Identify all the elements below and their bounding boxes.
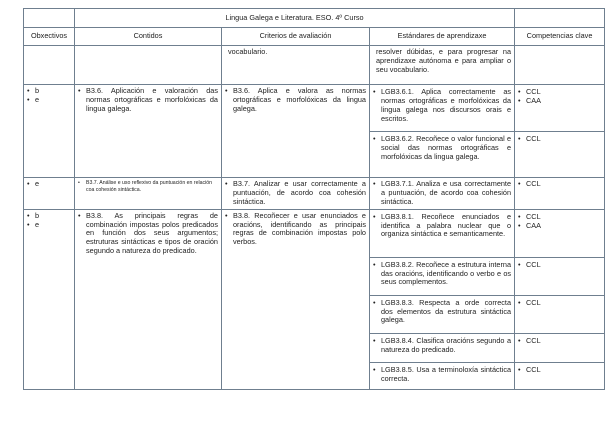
contents-cell: [75, 85, 222, 178]
criteria-cell: [222, 209, 370, 389]
curriculum-table: [23, 8, 605, 390]
header-objectives: Obxectivos: [24, 28, 75, 46]
competence-item: • CCL: [518, 261, 601, 270]
contents-cell: [75, 178, 222, 210]
table-title-spacer: [24, 9, 75, 28]
standard-block: [370, 210, 514, 257]
criteria-cell: [222, 85, 370, 178]
header-criteria: Criterios de avaliación: [222, 28, 370, 46]
competence-item: • CCL: [518, 135, 601, 144]
table-row: [24, 85, 605, 178]
content-item: • B3.7. Análise e uso reflexivo da puntuación en relación coa cohesión sintáctica.: [78, 180, 218, 195]
competence-item: • CCL: [518, 180, 601, 189]
standard-block: [370, 257, 514, 295]
objectives-cell: [24, 46, 75, 85]
table-title-spacer: [515, 9, 605, 28]
objective-item: • e: [27, 221, 71, 230]
table-row: [24, 209, 605, 389]
competence-block: [515, 295, 604, 333]
standard-item: • LGB3.8.3. Respecta a orde correcta dos elementos da estrutura sintáctica galega.: [373, 299, 511, 326]
standard-block: [370, 333, 514, 362]
objectives-cell: [24, 209, 75, 389]
standards-cell: [370, 209, 515, 389]
table-title: Lingua Galega e Literatura. ESO. 4º Curso: [75, 9, 515, 28]
competences-cell: [515, 85, 605, 178]
criteria-item: • B3.7. Analizar e usar correctamente a puntuación, de acordo coa cohesión sintáctica.: [225, 180, 366, 207]
competence-item: • CCL: [518, 366, 601, 375]
competence-block: [515, 333, 604, 362]
standard-block: [370, 362, 514, 389]
standard-item: • LGB3.8.2. Recoñece a estrutura interna das oracións, identificando o verbo e os seus complementos.: [373, 261, 511, 288]
competence-item: • CAA: [518, 222, 601, 231]
competence-item: • CCL: [518, 213, 601, 222]
competence-block: [515, 210, 604, 257]
competence-block: [515, 85, 604, 131]
standard-text: resolver dúbidas, e para progresar na aprendizaxe autónoma e para ampliar o seu vocabulario.: [370, 46, 515, 85]
competence-block: [515, 362, 604, 389]
objectives-cell: [24, 178, 75, 210]
objective-item: • e: [27, 96, 71, 105]
competences-cell: [515, 46, 605, 85]
standard-item: • LGB3.8.1. Recoñece enunciados e identifica a palabra nuclear que o organiza sintáctica e semanticamente.: [373, 213, 511, 240]
header-standards: Estándares de aprendizaxe: [370, 28, 515, 46]
table-row: [24, 178, 605, 210]
standard-item: • LGB3.6.1. Aplica correctamente as normas ortográficas e morfolóxicas da lingua galega nos discursos orais e escritos.: [373, 88, 511, 124]
standard-item: • LGB3.7.1. Analiza e usa correctamente a puntuación, de acordo coa cohesión sintáctica.: [373, 180, 511, 207]
competences-cell: [515, 209, 605, 389]
objective-item: • e: [27, 180, 71, 189]
standards-cell: [370, 85, 515, 178]
standard-block: [370, 295, 514, 333]
competence-item: • CCL: [518, 299, 601, 308]
competence-block: [515, 131, 604, 177]
competence-block: [515, 257, 604, 295]
standard-block: [370, 131, 514, 177]
standard-item: • LGB3.6.2. Recoñece o valor funcional e social das normas ortográficas e morfolóxicas da lingua galega.: [373, 135, 511, 162]
competence-item: • CCL: [518, 337, 601, 346]
competence-item: • CAA: [518, 97, 601, 106]
standard-block: [370, 85, 514, 131]
standard-item: • LGB3.8.5. Usa a terminoloxía sintáctica correcta.: [373, 366, 511, 384]
criteria-cell: [222, 178, 370, 210]
contents-cell: [75, 46, 222, 85]
header-competences: Competencias clave: [515, 28, 605, 46]
objectives-cell: [24, 85, 75, 178]
competences-cell: [515, 178, 605, 210]
competence-item: • CCL: [518, 88, 601, 97]
objective-item: • b: [27, 87, 71, 96]
criteria-item: • B3.8. Recoñecer e usar enunciados e oracións, identificando as principais regras de combinación impostas polo verbos.: [225, 212, 366, 248]
standard-item: • LGB3.8.4. Clasifica oracións segundo a natureza do predicado.: [373, 337, 511, 355]
content-item: • B3.6. Aplicación e valoración das normas ortográficas e morfolóxicas da lingua galega.: [78, 87, 218, 114]
content-item: • B3.8. As principais regras de combinación impostas polos predicados en función dos seus argumentos; estruturas sintácticas e tipos de oración segundo a natureza do predicado.: [78, 212, 218, 256]
contents-cell: [75, 209, 222, 389]
header-contents: Contidos: [75, 28, 222, 46]
table-row: [24, 46, 605, 85]
criteria-cell: vocabulario.: [222, 46, 370, 85]
standards-cell: [370, 178, 515, 210]
objective-item: • b: [27, 212, 71, 221]
criteria-item: • B3.6. Aplica e valora as normas ortográficas e morfolóxicas da lingua galega.: [225, 87, 366, 114]
